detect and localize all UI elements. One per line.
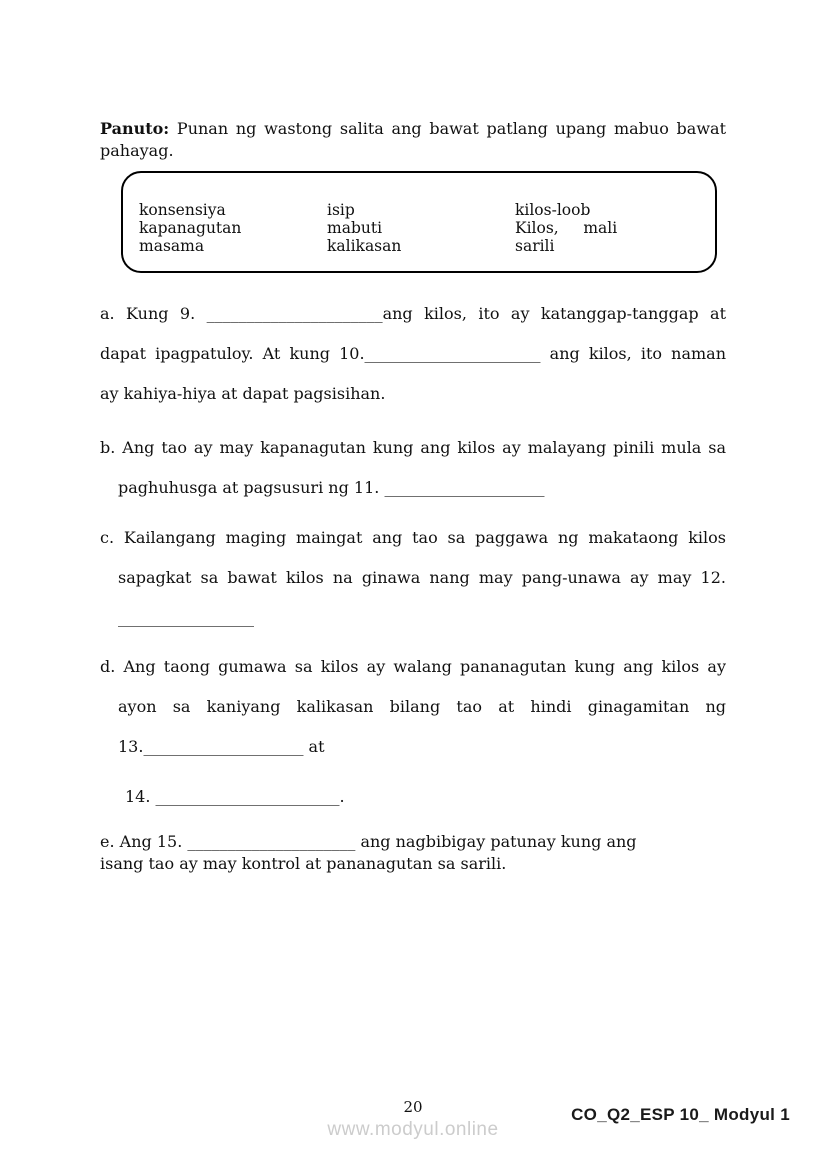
- word-bank-column-3: [515, 201, 617, 271]
- word-bank-item: isip: [327, 201, 355, 219]
- instruction-line-1: [100, 118, 726, 140]
- word-bank-item: konsensiya: [139, 201, 226, 219]
- instruction-text: Punan ng wastong salita ang bawat patlang upang mabuo bawat: [176, 119, 726, 138]
- fill-item-c-line-2: sapagkat sa bawat kilos na ginawa nang may pang-unawa ay may 12.: [118, 568, 726, 587]
- page-number: 20: [403, 1098, 423, 1116]
- word-bank-item: kilos-loob: [515, 201, 591, 219]
- word-bank-item: mabuti: [327, 219, 383, 237]
- fill-item-e: [100, 831, 726, 875]
- site-watermark: www.modyul.online: [327, 1119, 499, 1140]
- word-bank-column-2: [327, 201, 515, 271]
- fill-item-a: [100, 294, 726, 414]
- fill-item-d-blank-14: 14. _______________________.: [125, 787, 345, 806]
- word-bank-item: sarili: [515, 237, 555, 255]
- fill-item-c-line-1: c. Kailangang maging maingat ang tao sa paggawa ng makataong kilos: [100, 528, 726, 547]
- fill-item-d-line-2: ayon sa kaniyang kalikasan bilang tao at hindi ginagamitan ng: [118, 697, 726, 716]
- fill-item-b-line-2: paghuhusga at pagsusuri ng 11. ____________________: [118, 478, 545, 497]
- fill-item-d-line-1: d. Ang taong gumawa sa kilos ay walang pananagutan kung ang kilos ay: [100, 657, 726, 676]
- fill-item-c: [100, 518, 726, 638]
- word-bank-item: kalikasan: [327, 237, 402, 255]
- fill-item-e-line-2: isang tao ay may kontrol at pananagutan sa sarili.: [100, 854, 507, 873]
- fill-item-b-line-1: b. Ang tao ay may kapanagutan kung ang kilos ay malayang pinili mula sa: [100, 438, 726, 457]
- fill-item-c-blank-12: _________________: [118, 608, 254, 627]
- fill-item-e-line-1: e. Ang 15. _____________________ ang nagbibigay patunay kung ang: [100, 832, 637, 851]
- fill-item-d: [100, 647, 726, 817]
- module-code: CO_Q2_ESP 10_ Modyul 1: [571, 1105, 790, 1124]
- word-bank-item: Kilos, mali: [515, 219, 618, 237]
- instruction-paragraph: [100, 118, 726, 162]
- fill-item-b: [100, 428, 726, 508]
- word-bank-item: kapanagutan: [139, 219, 242, 237]
- fill-item-a-line-3: ay kahiya-hiya at dapat pagsisihan.: [100, 384, 386, 403]
- word-bank-column-1: [139, 201, 327, 271]
- fill-item-a-line-2: dapat ipagpatuloy. At kung 10.______________________ ang kilos, ito naman: [100, 344, 726, 363]
- fill-item-a-line-1: a. Kung 9. ______________________ang kilos, ito ay katanggap-tanggap at: [100, 304, 726, 323]
- instruction-line-2: pahayag.: [100, 141, 174, 160]
- fill-item-d-blank-13: 13.____________________ at: [118, 737, 325, 756]
- word-bank-item: masama: [139, 237, 205, 255]
- word-bank-box: [121, 171, 717, 273]
- instruction-label: Panuto:: [100, 119, 170, 138]
